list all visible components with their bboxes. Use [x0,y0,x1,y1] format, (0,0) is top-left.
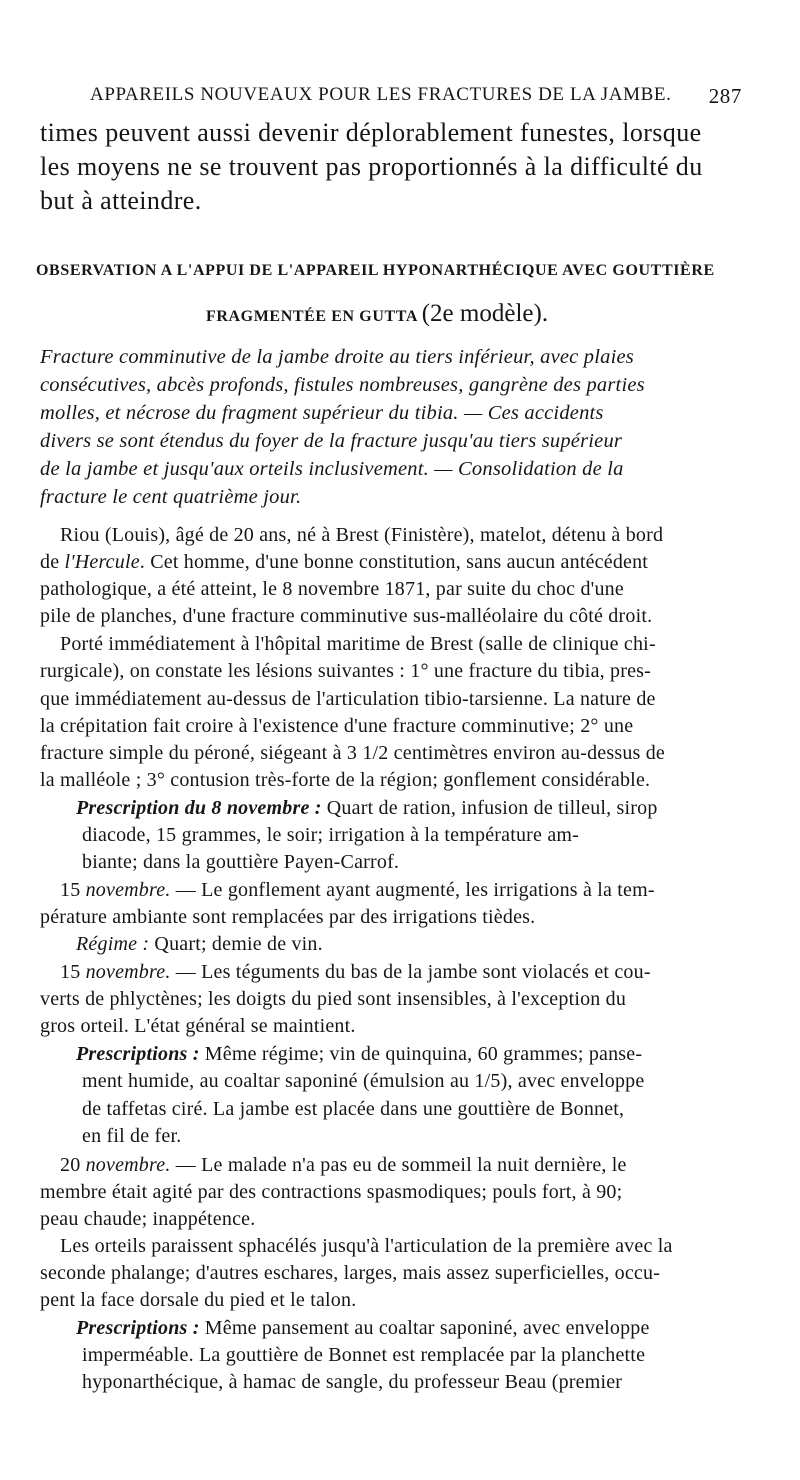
text-line: but à atteindre. [40,186,202,215]
text-line: Porté immédiatement à l'hôpital maritime de Brest (salle de clinique chi- [60,633,656,655]
summary-line: fracture le cent quatrième jour. [40,486,302,508]
text-line: 15 novembre. — Les téguments du bas de la jambe sont violacés et cou- [60,961,651,983]
text-line: 15 novembre. — Le gonflement ayant augmenté, les irrigations à la tem- [60,879,655,901]
text-line: la malléole ; 3° contusion très-forte de la région; gonflement considérable. [40,769,651,791]
text-line: biante; dans la gouttière Payen-Carrof. [82,851,400,873]
text-line: membre était agité par des contractions spasmodiques; pouls fort, à 90; [40,1181,623,1203]
heading-line: OBSERVATION A L'APPUI DE L'APPAREIL HYPONARTHÉCIQUE AVEC GOUTTIÈRE [36,262,715,279]
text-line: fracture simple du péroné, siégeant à 3 1/2 centimètres environ au-dessus de [40,742,665,764]
text-line: les moyens ne se trouvent pas proportionnés à la difficulté du [40,152,703,181]
running-title: APPAREILS NOUVEAUX POUR LES FRACTURES DE LA JAMBE. [90,84,672,105]
text-line: la crépitation fait croire à l'existence d'une fracture comminutive; 2° une [40,715,634,737]
text-line: Prescriptions : Même régime; vin de quinquina, 60 grammes; panse- [76,1043,643,1065]
summary-line: de la jambe et jusqu'aux orteils inclusivement. — Consolidation de la [40,458,624,480]
page-number: 287 [708,84,742,108]
text-line: rurgicale), on constate les lésions suivantes : 1° une fracture du tibia, pres- [40,660,652,682]
heading-model: (2e modèle). [421,300,549,327]
heading-line [206,300,548,328]
text-line: pile de planches, d'une fracture comminutive sus-malléolaire du côté droit. [40,605,653,627]
text-line: peau chaude; inappétence. [40,1208,256,1230]
text-line: que immédiatement au-dessus de l'articulation tibio-tarsienne. La nature de [40,688,656,710]
text-line: times peuvent aussi devenir déplorablement funestes, lorsque [40,118,702,147]
text-line: Régime : Quart; demie de vin. [76,933,323,955]
summary-line: divers se sont étendus du foyer de la fracture jusqu'au tiers supérieur [40,430,623,452]
text-line: verts de phlyctènes; les doigts du pied sont insensibles, à l'exception du [40,988,627,1010]
text-line: de l'Hercule. Cet homme, d'une bonne constitution, sans aucun antécédent [40,551,649,573]
running-header [90,84,742,114]
text-line: Riou (Louis), âgé de 20 ans, né à Brest (Finistère), matelot, détenu à bord [60,524,664,546]
text-line: gros orteil. L'état général se maintient. [40,1015,356,1037]
text-line: pent la face dorsale du pied et le talon. [40,1289,357,1311]
text-line: en fil de fer. [82,1125,182,1147]
text-line: hyponarthécique, à hamac de sangle, du professeur Beau (premier [82,1371,623,1393]
summary-line: molles, et nécrose du fragment supérieur du tibia. — Ces accidents [40,402,604,424]
text-line: imperméable. La gouttière de Bonnet est remplacée par la planchette [82,1344,646,1366]
text-line: Prescriptions : Même pansement au coaltar saponiné, avec enveloppe [76,1317,650,1339]
summary-line: consécutives, abcès profonds, fistules nombreuses, gangrène des parties [40,374,645,396]
text-line: de taffetas ciré. La jambe est placée dans une gouttière de Bonnet, [82,1098,625,1120]
text-line: pathologique, a été atteint, le 8 novembre 1871, par suite du choc d'une [40,578,624,600]
text-line: pérature ambiante sont remplacées par des irrigations tièdes. [40,906,536,928]
text-line: ment humide, au coaltar saponiné (émulsion au 1/5), avec enveloppe [82,1070,645,1092]
text-line: diacode, 15 grammes, le soir; irrigation à la température am- [82,824,580,846]
text-line: seconde phalange; d'autres eschares, larges, mais assez superficielles, occu- [40,1262,661,1284]
text-line: Les orteils paraissent sphacélés jusqu'à l'articulation de la première avec la [60,1235,673,1257]
summary-line: Fracture comminutive de la jambe droite au tiers inférieur, avec plaies [40,346,634,368]
heading-caps: FRAGMENTÉE EN GUTTA [206,308,422,325]
text-line: 20 novembre. — Le malade n'a pas eu de sommeil la nuit dernière, le [60,1154,627,1176]
text-line: Prescription du 8 novembre : Quart de ration, infusion de tilleul, sirop [76,797,658,819]
